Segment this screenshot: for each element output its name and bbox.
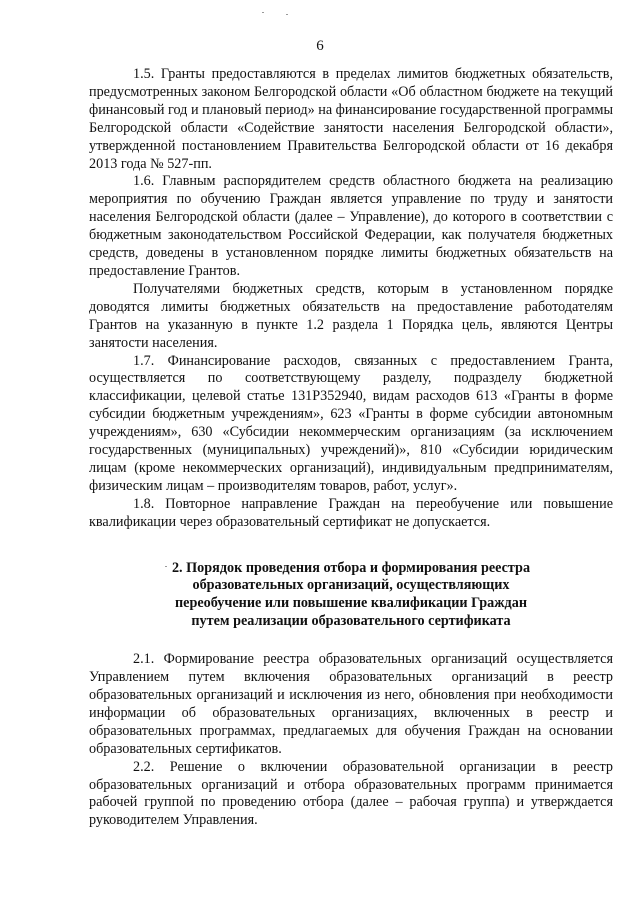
document-body bbox=[89, 66, 613, 830]
section-2-heading bbox=[89, 560, 613, 632]
paragraph-1-8: 1.8. Повторное направление Граждан на переобучение или повышение квалификации через образовательный сертификат не допускается. bbox=[89, 495, 613, 530]
paragraph-recipients: Получателями бюджетных средств, которым в установленном порядке доводятся лимиты бюджетных обязательств на предоставление работодателям Грантов на указанную в пункте 1.2 раздела 1 Порядка цель, являются Центры занятости населения. bbox=[89, 280, 613, 351]
paragraph-1-6: 1.6. Главным распорядителем средств областного бюджета на реализацию мероприятия по обучению Граждан является управление по труду и занятости населения Белгородской области (далее – Управление), до которого в соответствии с бюджетным законодательством Российской Федерации, как получателя бюджетных средств, доведены в установленном порядке лимиты бюджетных обязательств на предоставление Грантов. bbox=[89, 173, 613, 279]
heading-line: 2. Порядок проведения отбора и формирования реестра bbox=[171, 559, 531, 576]
scan-artifact bbox=[286, 14, 288, 15]
scan-artifact bbox=[165, 566, 167, 567]
paragraph-1-5: 1.5. Гранты предоставляются в пределах лимитов бюджетных обязательств, предусмотренных законом Белгородской области «Об областном бюджете на текущий финансовый год и плановый период» на финансирование государственной программы Белгородской области «Содействие занятости населения Белгородской области», утвержденной постановлением Правительства Белгородской области от 16 декабря 2013 года № 527-пп. bbox=[89, 66, 613, 172]
heading-line: переобучение или повышение квалификации Граждан bbox=[174, 595, 528, 612]
paragraph-2-2: 2.2. Решение о включении образовательной организации в реестр образовательных организаций и отбора образовательных программ принимается рабочей группой по проведению отбора (далее – рабочая группа) и утверждается руководителем Управления. bbox=[89, 758, 613, 829]
paragraph-2-1: 2.1. Формирование реестра образовательных организаций осуществляется Управлением путем включения образовательных организаций в реестр образовательных организаций и исключения из него, обновления при необходимости информации об образовательных организациях, включенных в реестр и образовательных программах, предлагаемых для обучения Граждан на основании образовательных сертификатов. bbox=[89, 651, 613, 757]
heading-line: образовательных организаций, осуществляющих bbox=[192, 577, 510, 594]
heading-line: путем реализации образовательного сертификата bbox=[191, 613, 511, 630]
page-number: 6 bbox=[316, 38, 324, 54]
paragraph-1-7: 1.7. Финансирование расходов, связанных с предоставлением Гранта, осуществляется по соответствующему разделу, подразделу бюджетной классификации, целевой статье 131Р352940, видам расходов 613 «Гранты в форме субсидии бюджетным учреждениям», 623 «Гранты в форме субсидии автономным учреждениям», 630 «Субсидии некоммерческим организациям (за исключением государственных (муниципальных) учреждений)», 810 «Субсидии юридическим лицам (кроме некоммерческих организаций), индивидуальным предпринимателям, физическим лицам – производителям товаров, работ, услуг». bbox=[89, 352, 613, 494]
scan-artifact bbox=[262, 12, 264, 13]
